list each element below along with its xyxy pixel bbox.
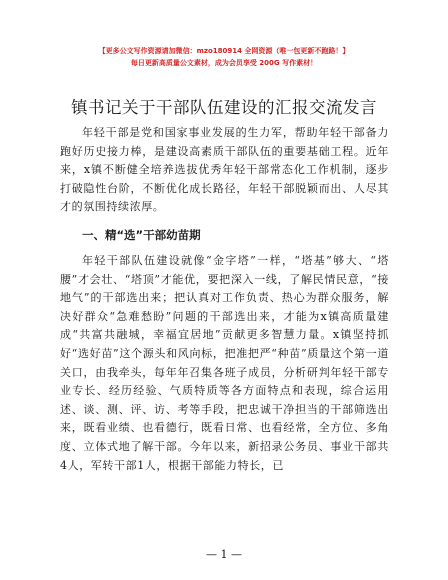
promo-banner-line-1: 【更多公文写作资源请加微信：mzo180914 全网资源（唯一包更新不跑路！】	[98, 47, 350, 55]
section-heading: 一、精“选”干部幼苗期	[82, 228, 201, 242]
document-title: 镇书记关于干部队伍建设的汇报交流发言	[71, 98, 377, 117]
promo-banner-line-2: 每日更新高质量公文素材，成为会员享受 200G 写作素材！	[130, 59, 318, 67]
paragraph-text: 年轻干部是党和国家事业发展的生力军，帮助年轻干部备力跑好历史接力棒，是建设高素质干部队伍的重要基础工程。近年来，x镇不断健全培养选拔优秀年轻干部常态化工作机制，逐步打破隐性台阶，不断优化成长路径，年轻干部脱颖而出、人尽其才的氛围持续浓厚。	[60, 126, 389, 214]
paragraph-section-one	[60, 252, 389, 475]
paragraph-intro	[60, 124, 389, 217]
page-number: — 1 —	[206, 548, 242, 561]
paragraph-text: 年轻干部队伍建设就像“金字塔”一样，“塔基”够大、“塔腰”才会壮、“塔顶”才能优，要把深入一线，了解民情民意，“接地气”的干部选出来；把认真对工作负责、热心为群众服务，解决好群众“急难愁盼”问题的干部选出来，才能为x镇高质量建成“共富共融城，幸福宜居地”贡献更多智慧力量。x镇坚持抓好“选好苗”这个源头和风向标，把准把严“种苗”质量这个第一道关口，由我牵头，每年年召集各班子成员，分析研判年轻干部专业专长、经历经验、气质特质等各方面特点和表现，综合运用述、谈、测、评、访、考等手段，把忠诚干净担当的干部筛选出来，既看业绩、也看德行，既看日常、也看经常，全方位、多角度、立体式地了解干部。今年以来，新招录公务员、事业干部共4人，军转干部1人，根据干部能力特长，已	[60, 254, 389, 472]
